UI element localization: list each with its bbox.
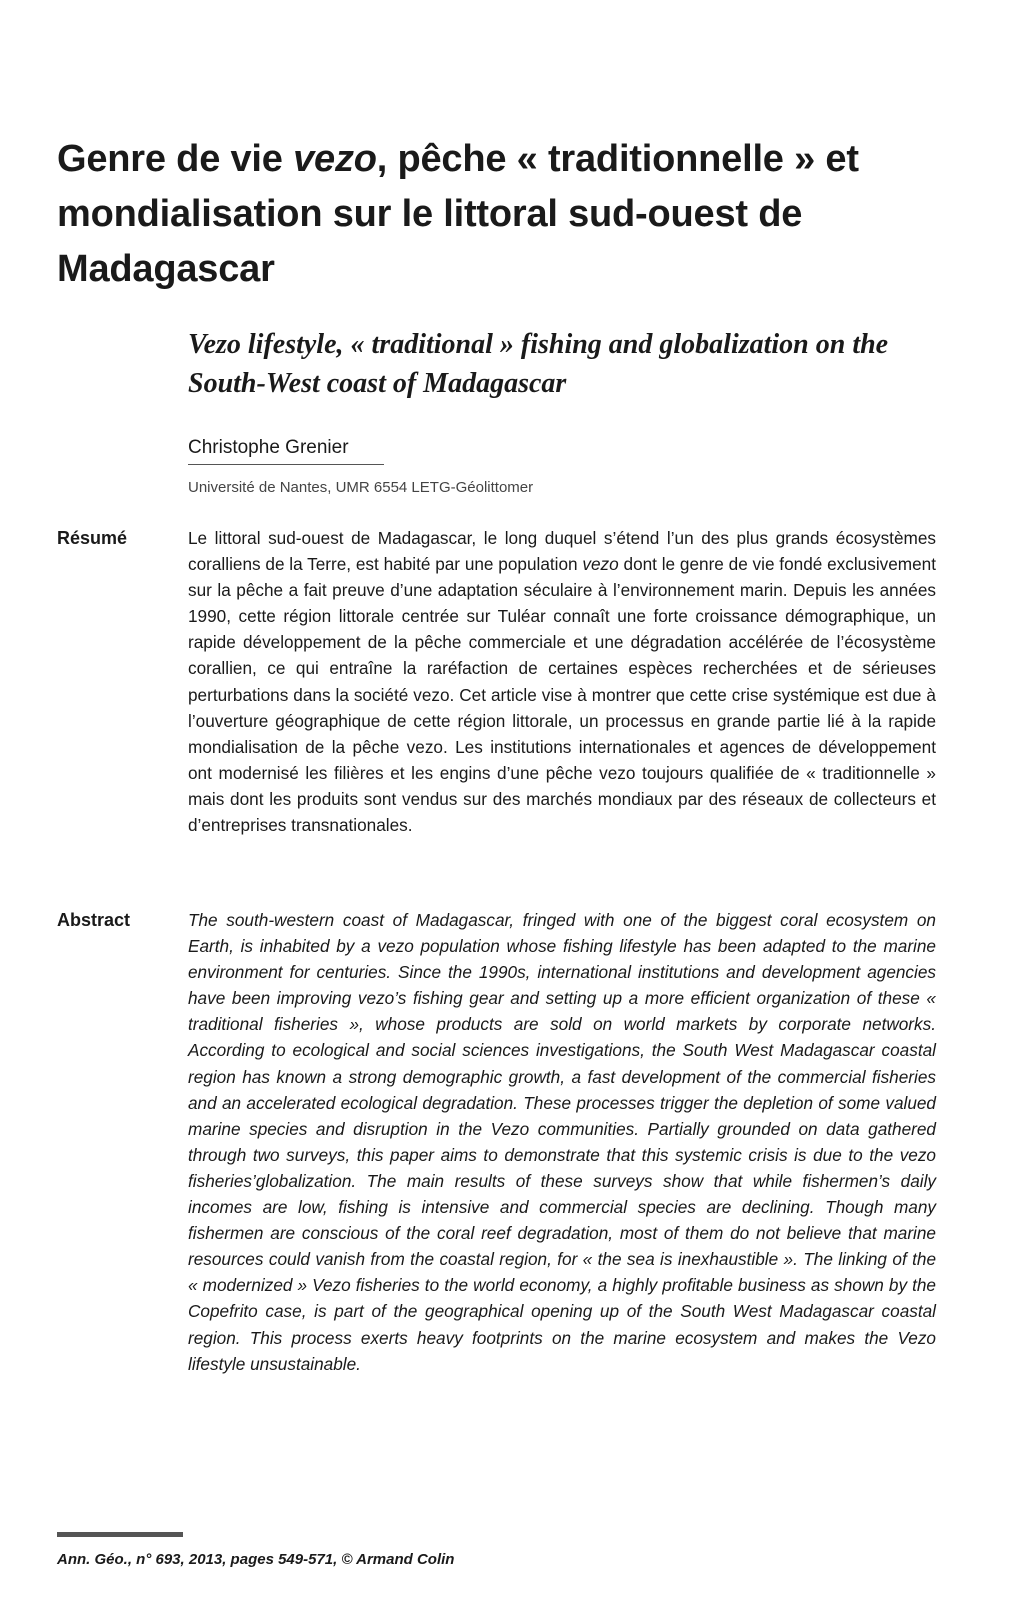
author-affiliation: Université de Nantes, UMR 6554 LETG-Géolittomer [188,479,534,496]
footer-rule [57,1532,183,1537]
abstract-text: The south-western coast of Madagascar, fringed with one of the biggest coral ecosystem on Earth, is inhabited by a vezo population whose fishing lifestyle has been adapted to the marine environment for centuries. Since the 1990s, international institutions and development agencies have been improving vezo’s fishing gear and setting up a more efficient organization of these « traditional fisheries », whose products are sold on world markets by corporate networks. According to ecological and social sciences investigations, the South West Madagascar coastal region has known a strong demographic growth, a fast development of the commercial fisheries and an accelerated ecological degradation. These processes trigger the depletion of some valued marine species and disruption in the Vezo communities. Partially grounded on data gathered through two surveys, this paper aims to demonstrate that this systemic crisis is due to the vezo fisheries’globalization. The main results of these surveys show that while fishermen’s daily incomes are low, fishing is intensive and commercial species are declining. Though many fishermen are conscious of the coral reef degradation, most of them do not believe that marine resources could vanish from the coastal region, for « the sea is inexhaustible ». The linking of the « modernized » Vezo fisheries to the world economy, a highly profitable business as shown by the Copefrito case, is part of the geographical opening up of the South West Madagascar coastal region. This process exerts heavy footprints on the marine ecosystem and makes the Vezo lifestyle unsustainable. [188,910,936,1374]
resume-label: Résumé [57,528,128,548]
resume-text-before: Le littoral sud-ouest de Madagascar, le long duquel s’étend l’un des plus grands écosystèmes coralliens de la Terre, est habité par une population [188,528,936,575]
resume-text-after: dont le genre de vie fondé exclusivement sur la pêche a fait preuve d’une adaptation séculaire à l’environnement marin. Depuis les années 1990, cette région littorale centrée sur Tuléar connaît une forte croissance démographique, un rapide développement de la pêche commerciale et une dégradation accélérée de l’écosystème corallien, ce qui entraîne la raréfaction de certaines espèces recherchées et de sérieuses perturbations dans la société vezo. Cet article vise à montrer que cette crise systémique est due à l’ouverture géographique de cette région littorale, un processus en grande partie lié à la rapide mondialisation de la pêche vezo. Les institutions internationales et agences de développement ont modernisé les filières et les engins d’une pêche vezo toujours qualifiée de « traditionnelle » mais dont les produits sont vendus sur des marchés mondiaux par des réseaux de collecteurs et d’entreprises transnationales. [188,554,937,836]
article-subtitle: Vezo lifestyle, « traditional » fishing and globalization on the South-West coast of Madagascar [188,329,889,399]
citation-footer: Ann. Géo., n° 693, 2013, pages 549-571, © Armand Colin [57,1551,455,1568]
article-title [57,132,957,297]
author-underline [188,464,384,465]
title-part-2: , pêche « traditionnelle » et mondialisation sur le littoral sud-ouest de Madagascar [57,138,859,290]
title-italic-vezo: vezo [293,138,377,180]
resume-text-italic: vezo [582,554,619,575]
abstract-label: Abstract [57,910,131,930]
resume-text [188,525,936,838]
title-part-1: Genre de vie [57,138,294,180]
author-name: Christophe Grenier [188,437,349,458]
